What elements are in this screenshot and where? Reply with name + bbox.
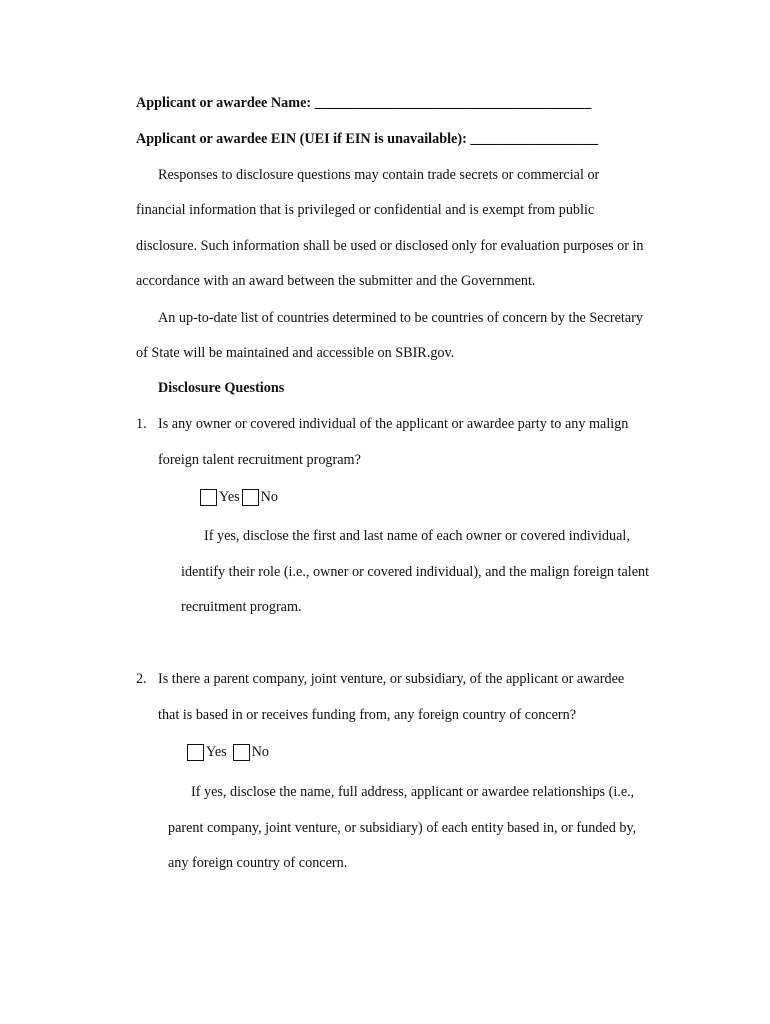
question-line: Is any owner or covered individual of the applicant or awardee party to any malign [158, 416, 629, 432]
no-checkbox[interactable] [242, 489, 259, 506]
intro-paragraph-line: accordance with an award between the submitter and the Government. [136, 273, 536, 289]
intro-paragraph-line: Responses to disclosure questions may contain trade secrets or commercial or [158, 167, 600, 183]
yes-checkbox[interactable] [200, 489, 217, 506]
no-label: No [251, 744, 269, 760]
question-number: 2. [136, 671, 147, 687]
yes-checkbox[interactable] [187, 744, 204, 761]
question-2-text [136, 670, 624, 688]
followup-line: If yes, disclose the first and last name of each owner or covered individual, [204, 528, 630, 544]
yes-label: Yes [206, 744, 227, 760]
applicant-name-field[interactable]: Applicant or awardee Name: _______________________________________ [136, 95, 592, 111]
intro-paragraph-line: financial information that is privileged or confidential and is exempt from public [136, 202, 595, 218]
followup-line: identify their role (i.e., owner or covered individual), and the malign foreign talent [181, 564, 650, 580]
section-title: Disclosure Questions [158, 380, 285, 396]
countries-paragraph-line: of State will be maintained and accessible on SBIR.gov. [136, 345, 455, 361]
yes-label: Yes [219, 489, 240, 505]
question-line: that is based in or receives funding from, any foreign country of concern? [158, 707, 576, 723]
no-label: No [260, 489, 278, 505]
followup-line: parent company, joint venture, or subsidiary) of each entity based in, or funded by, [168, 820, 637, 836]
question-1-options [200, 488, 280, 506]
question-1-text [136, 415, 628, 433]
question-line: Is there a parent company, joint venture, or subsidiary, of the applicant or awardee [158, 671, 625, 687]
question-2-options [187, 743, 271, 761]
followup-line: any foreign country of concern. [168, 855, 348, 871]
followup-line: If yes, disclose the name, full address, applicant or awardee relationships (i.e., [191, 784, 635, 800]
question-line: foreign talent recruitment program? [158, 452, 361, 468]
no-checkbox[interactable] [233, 744, 250, 761]
applicant-ein-field[interactable]: Applicant or awardee EIN (UEI if EIN is unavailable): __________________ [136, 131, 599, 147]
intro-paragraph-line: disclosure. Such information shall be used or disclosed only for evaluation purposes or in [136, 238, 644, 254]
countries-paragraph-line: An up-to-date list of countries determined to be countries of concern by the Secretary [158, 310, 643, 326]
followup-line: recruitment program. [181, 599, 302, 615]
question-number: 1. [136, 416, 147, 432]
